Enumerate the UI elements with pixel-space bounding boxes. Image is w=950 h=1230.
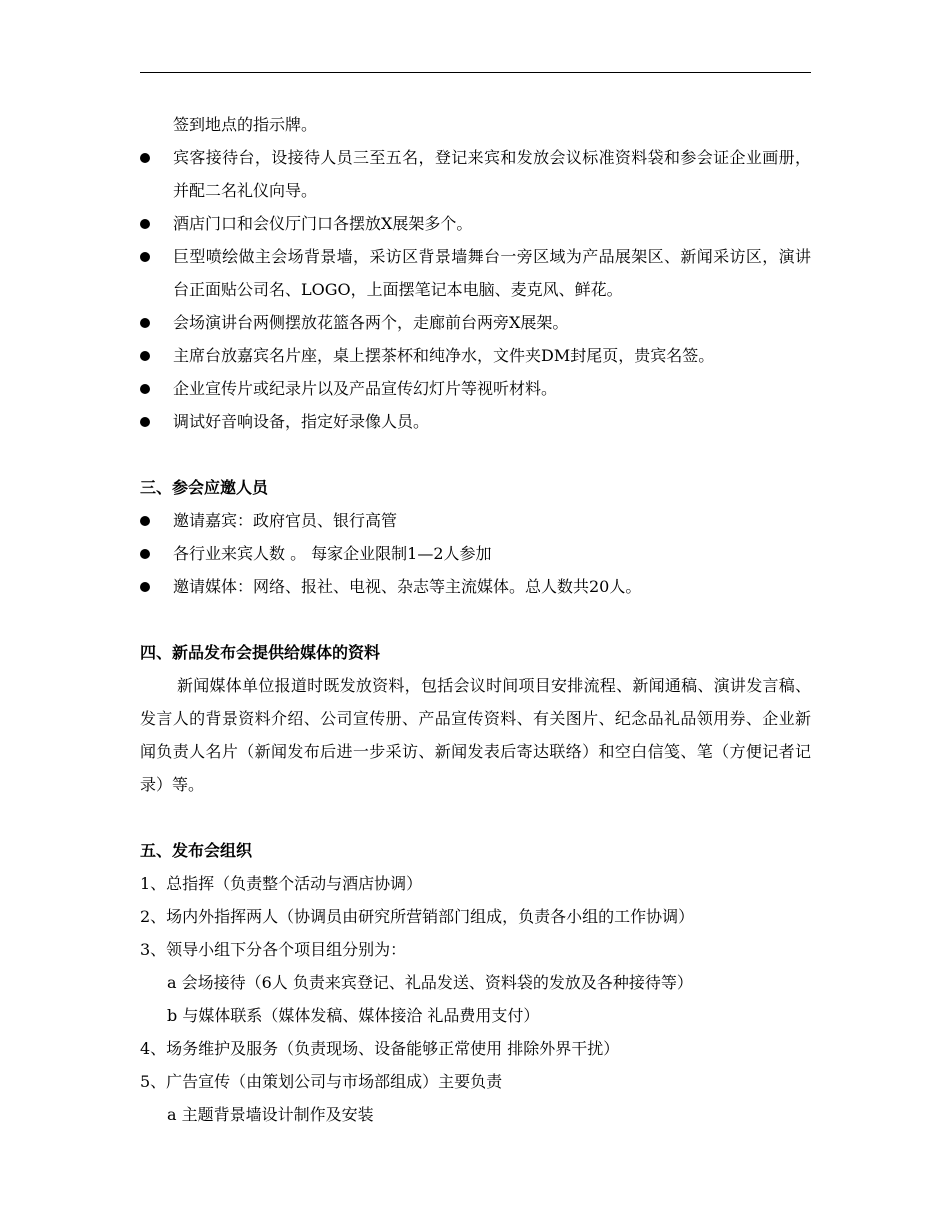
bullet-dot-icon xyxy=(140,219,150,229)
bullet-item-x-banner xyxy=(140,207,811,240)
bullet-dot-icon xyxy=(140,252,150,262)
org-subitem-3a: a 会场接待（6人 负责来宾登记、礼品发送、资料袋的发放及各种接待等） xyxy=(167,973,693,992)
bullet-text: 酒店门口和会仪厅门口各摆放X展架多个。 xyxy=(173,214,473,233)
section-3-heading: 三、参会应邀人员 xyxy=(140,478,269,497)
bullet-text: 调试好音响设备，指定好录像人员。 xyxy=(173,412,430,431)
bullet-item-backdrop xyxy=(140,240,811,306)
org-item-3: 3、领导小组下分各个项目组分别为： xyxy=(140,940,407,959)
org-subitem-3b: b 与媒体联系（媒体发稿、媒体接洽 礼品费用支付） xyxy=(167,1006,540,1025)
org-item-4: 4、场务维护及服务（负责现场、设备能够正常使用 排除外界干扰） xyxy=(140,1039,620,1058)
spacer xyxy=(140,801,811,834)
bullet-dot-icon xyxy=(140,351,150,361)
spacer xyxy=(140,438,811,471)
bullet-text: 巨型喷绘做主会场背景墙，采访区背景墙舞台一旁区域为产品展架区、新闻采访区，演讲台正面贴公司名、LOGO，上面摆笔记本电脑、麦克风、鲜花。 xyxy=(173,247,811,299)
spacer xyxy=(140,603,811,636)
intro-line: 签到地点的指示牌。 xyxy=(173,115,318,134)
bullet-text: 邀请嘉宾：政府官员、银行高管 xyxy=(173,511,398,530)
bullet-dot-icon xyxy=(140,318,150,328)
bullet-item-flower-baskets xyxy=(140,306,811,339)
org-item-1: 1、总指挥（负责整个活动与酒店协调） xyxy=(140,874,423,893)
bullet-text: 主席台放嘉宾名片座，桌上摆茶杯和纯净水，文件夹DM封尾页，贵宾名签。 xyxy=(173,346,715,365)
bullet-text: 企业宣传片或纪录片以及产品宣传幻灯片等视听材料。 xyxy=(173,379,558,398)
bullet-item-video xyxy=(140,372,811,405)
org-item-2: 2、场内外指挥两人（协调员由研究所营销部门组成，负责各小组的工作协调） xyxy=(140,907,695,926)
bullet-dot-icon xyxy=(140,384,150,394)
bullet-dot-icon xyxy=(140,549,150,559)
bullet-dot-icon xyxy=(140,516,150,526)
section-5-heading: 五、发布会组织 xyxy=(140,841,253,860)
bullet-item-reception xyxy=(140,141,811,207)
bullet-item-industry-guests xyxy=(140,537,811,570)
bullet-text: 宾客接待台，设接待人员三至五名，登记来宾和发放会议标准资料袋和参会证企业画册，并配二名礼仪向导。 xyxy=(173,148,811,200)
org-item-5: 5、广告宣传（由策划公司与市场部组成）主要负责 xyxy=(140,1072,503,1091)
bullet-item-audio xyxy=(140,405,811,438)
bullet-item-guests xyxy=(140,504,811,537)
header-rule xyxy=(140,72,811,73)
bullet-text: 邀请媒体：网络、报社、电视、杂志等主流媒体。总人数共20人。 xyxy=(173,577,642,596)
section-4-heading: 四、新品发布会提供给媒体的资料 xyxy=(140,643,381,662)
bullet-text: 会场演讲台两侧摆放花篮各两个，走廊前台两旁X展架。 xyxy=(173,313,569,332)
bullet-dot-icon xyxy=(140,153,150,163)
org-subitem-5a: a 主题背景墙设计制作及安装 xyxy=(167,1105,374,1124)
document-body xyxy=(140,108,811,1131)
section-4-paragraph: 新闻媒体单位报道时既发放资料，包括会议时间项目安排流程、新闻通稿、演讲发言稿、发言人的背景资料介绍、公司宣传册、产品宣传资料、有关图片、纪念品礼品领用券、企业新闻负责人名片（新闻发布后进一步采访、新闻发表后寄达联络）和空白信笺、笔（方便记者记录）等。 xyxy=(140,676,811,794)
bullet-item-podium xyxy=(140,339,811,372)
bullet-item-media xyxy=(140,570,811,603)
bullet-dot-icon xyxy=(140,582,150,592)
bullet-text: 各行业来宾人数 。 每家企业限制1—2人参加 xyxy=(173,544,492,563)
bullet-dot-icon xyxy=(140,417,150,427)
